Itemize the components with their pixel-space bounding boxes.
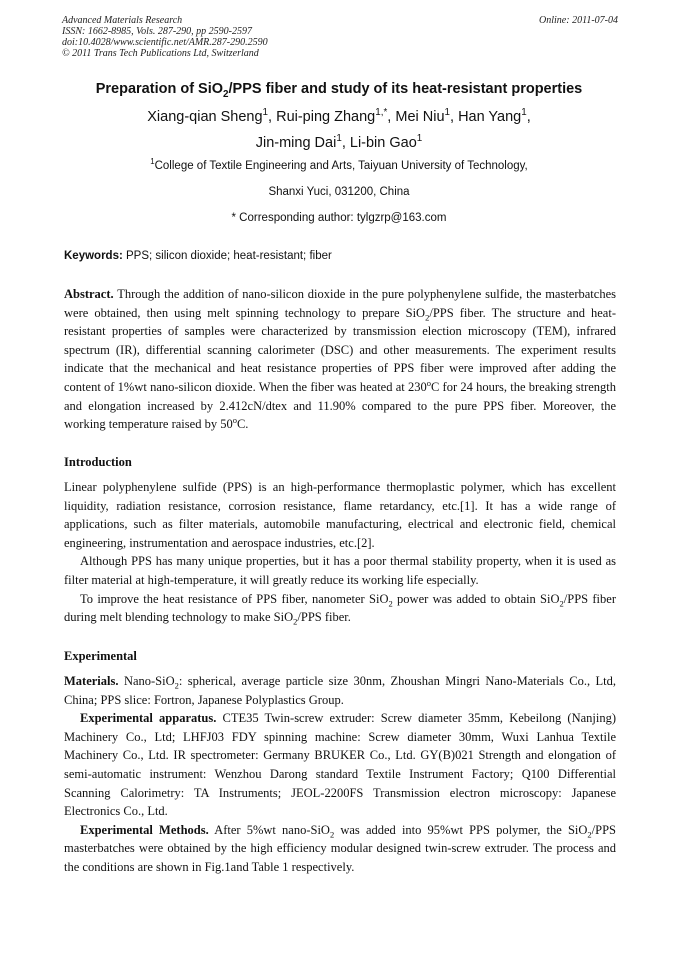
affiliation-line-1 (40, 159, 638, 173)
methods-label: Experimental Methods. (80, 822, 209, 837)
introduction-body (64, 478, 616, 627)
title-subscript: 2 (223, 88, 229, 100)
author-affiliation-mark: 1 (416, 133, 423, 145)
text-run: : spherical, average particle size 30nm, Zhoushan Mingri Nano-Materials Co., Ltd, China; PPS slice: Fortron, Japanese Polyplastics Group. (64, 674, 616, 707)
subscript: 2 (293, 616, 298, 627)
text-run: To improve the heat resistance of PPS fiber, nanometer SiO (80, 591, 389, 606)
journal-header (62, 15, 618, 59)
author-affiliation-mark: 1 (521, 107, 527, 119)
author-list (40, 104, 638, 156)
subscript: 2 (425, 312, 430, 323)
text-run: Nano-SiO (123, 674, 175, 688)
keywords-text: PPS; silicon dioxide; heat-resistant; fiber (126, 250, 332, 262)
author-name: Rui-ping Zhang (276, 109, 376, 125)
subscript: 2 (174, 680, 179, 691)
degree-mark: o (426, 377, 431, 388)
affiliation-line-2: Shanxi Yuci, 031200, China (268, 186, 410, 198)
affiliation-text: College of Textile Engineering and Arts, Taiyuan University of Technology, (154, 160, 528, 172)
author-name: Li-bin Gao (349, 135, 417, 151)
section-heading-introduction: Introduction (64, 455, 132, 469)
journal-issn: ISSN: 1662-8985, Vols. 287-290, pp 2590-2597 (62, 26, 252, 37)
paragraph (64, 709, 616, 821)
degree-mark: o (232, 415, 237, 425)
experimental-body (64, 672, 616, 877)
paper-title (40, 80, 638, 98)
corresponding-author: * Corresponding author: tylgzrp@163.com (231, 212, 447, 224)
author-line: Xiang-qian Sheng$^1$, Rui-ping Zhang$^{1,*}$, Mei Niu$^1$, Han Yang$^1$, (147, 107, 531, 125)
paragraph: Linear polyphenylene sulfide (PPS) is an high-performance thermoplastic polymer, which has excellent liquidity, radiation resistance, corrosion resistance, flame retardancy, etc.[1]. It has a wide range of applications, such as filter materials, automobile manufacturing, electrical and electronic field, chemical engineering, instrumentation and aerospace industries, etc.[2]. (64, 480, 616, 550)
subscript: 2 (388, 598, 393, 609)
abstract-label: Abstract. (64, 287, 114, 301)
materials-label: Materials. (64, 674, 119, 688)
text-run: After 5%wt nano-SiO (214, 822, 330, 837)
author-name: Jin-ming Dai (255, 135, 337, 151)
title-part: Preparation of SiO (95, 81, 224, 97)
abstract (64, 285, 616, 434)
paragraph: Although PPS has many unique properties, but it has a poor thermal stability property, when it is used as filter material at high-temperature, it will greatly reduce its working life especially. (64, 554, 616, 587)
abstract-text: Through the addition of nano-silicon dioxide in the pure polyphenylene sulfide, the masterbatches were obtained, then using melt spinning technology to prepare SiO (64, 287, 616, 320)
keywords (64, 249, 616, 263)
keywords-label: Keywords: (64, 250, 123, 262)
apparatus-label: Experimental apparatus. (80, 711, 217, 726)
affiliation-mark: 1 (150, 157, 155, 167)
author-affiliation-mark: 1 (336, 133, 342, 145)
subscript: 2 (329, 829, 335, 840)
text-run: /PPS fiber. (297, 610, 351, 625)
paragraph (64, 590, 616, 627)
online-date: Online: 2011-07-04 (539, 15, 618, 26)
abstract-text: C. (236, 417, 249, 432)
author-name: Xiang-qian Sheng (147, 109, 263, 125)
author-affiliation-mark: 1,* (375, 107, 388, 119)
text-run: power was added to obtain SiO (392, 591, 560, 606)
journal-copyright: © 2011 Trans Tech Publications Ltd, Switzerland (62, 48, 259, 59)
author-affiliation-mark: 1 (262, 107, 269, 119)
title-part: /PPS fiber and study of its heat-resistant properties (228, 81, 583, 97)
section-heading-experimental: Experimental (64, 649, 137, 663)
author-affiliation-mark: 1 (444, 107, 450, 119)
text-run: /PPS fiber during melt blending technology to make SiO (64, 591, 616, 625)
text-run: was added into 95%wt PPS polymer, the SiO (334, 822, 588, 837)
paragraph (64, 672, 616, 709)
journal-name: Advanced Materials Research (62, 15, 183, 26)
subscript: 2 (587, 829, 592, 840)
journal-doi: doi:10.4028/www.scientific.net/AMR.287-290.2590 (62, 37, 268, 48)
abstract-text: /PPS fiber. The structure and heat-resistant properties of samples were characterized by transmission election microscopy (TEM), infrared spectrum (IR), differential scanning calorimeter (DSC) and other measurements. The experiment results indicate that the mechanical and heat resistance properties of PPS fiber were improved after adding the content of 1%wt nano-silicon dioxide. When the fiber was heated at 230 (64, 305, 616, 394)
abstract-text: C for 24 hours, the breaking strength and elongation increased by 2.412cN/dtex and 11.90% compared to the pure PPS fiber. Moreover, the working temperature raised by 50 (64, 379, 617, 432)
text-run: /PPS masterbatches were obtained by the high efficiency modular designed twin-screw extruder. The process and the conditions are shown in Fig.1and Table 1 respectively. (64, 822, 617, 874)
author-name: Han Yang (458, 109, 522, 125)
text-run: CTE35 Twin-screw extruder: Screw diameter 35mm, Kebeilong (Nanjing) Machinery Co., Ltd; LHFJ03 FDY spinning machine: Screw diameter 30mm, Wuxi Lanhua Textile Machinery Co., Ltd. IR spectrometer: Germany BRUKER Co., Ltd. GY(B)021 Strength and elongation of semi-automatic instrument: Wenzhou Darong standard Textile Instrument Factory; Q100 Differential Scanning Calorimetry: TA Instruments; JEOL-2200FS Transmission electron microscopy: Japanese Electronics Co., Ltd. (64, 711, 616, 819)
author-name: Mei Niu (395, 109, 445, 125)
paragraph (64, 821, 616, 877)
subscript: 2 (559, 598, 564, 609)
author-line: Jin-ming Dai$^1$, Li-bin Gao$^1$ (255, 133, 423, 151)
